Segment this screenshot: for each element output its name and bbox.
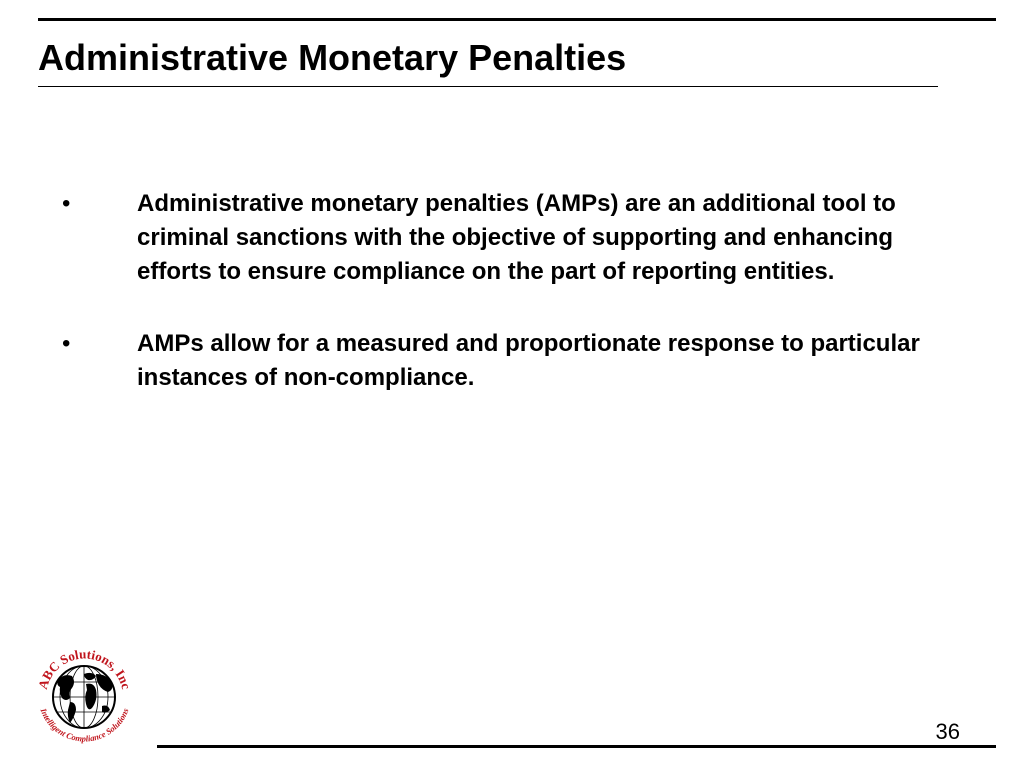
bullet-symbol: • xyxy=(62,330,71,357)
title-underline xyxy=(38,86,938,87)
logo-bottom-text: Intelligent Compliance Solutions xyxy=(38,706,131,744)
company-logo xyxy=(32,640,137,750)
bottom-rule xyxy=(157,745,996,748)
page-number: 36 xyxy=(935,719,960,744)
globe-icon xyxy=(32,640,137,750)
bullet-symbol: • xyxy=(62,190,71,217)
bullet-item-1 xyxy=(62,187,952,289)
top-rule xyxy=(38,18,996,21)
bullet-text-2: AMPs allow for a measured and proportionate response to particular instances of non-compliance. xyxy=(137,330,920,391)
bullet-item-2 xyxy=(62,327,952,395)
bullet-list xyxy=(62,187,952,433)
logo-top-text: ABC Solutions, Inc xyxy=(34,646,135,691)
bullet-text-1: Administrative monetary penalties (AMPs) are an additional tool to criminal sanctions with the objective of supporting and enhancing efforts to ensure compliance on the part of reporting entities. xyxy=(137,190,896,285)
slide-title: Administrative Monetary Penalties xyxy=(38,37,627,78)
